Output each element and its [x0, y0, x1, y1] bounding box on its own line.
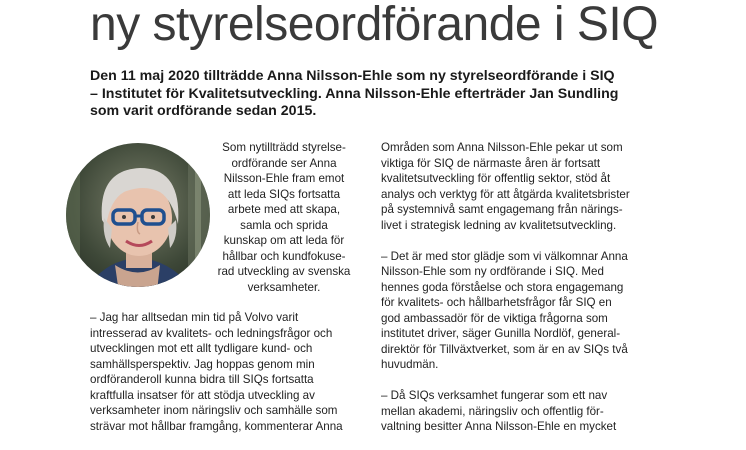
text-line: Nilsson-Ehle som ny ordförande i SIQ. Med — [381, 265, 604, 278]
quote-line: kraftfulla insatser för att stödja utveckling av — [90, 388, 315, 402]
intro-line: samla och sprida — [240, 218, 328, 232]
portrait-photo — [90, 140, 200, 295]
quote-line: verksamheter inom näringsliv och samhälle som — [90, 404, 338, 417]
intro-line: ordförande ser Anna — [231, 156, 337, 170]
text-line: valtning besitter Anna Nilsson-Ehle en mycket — [381, 420, 617, 433]
article-lead — [90, 68, 650, 121]
text-line: hennes goda förståelse och stora engagemang — [381, 280, 624, 294]
right-column — [381, 140, 681, 450]
quote-line: strävar mot hållbar framgång, kommenterar Anna — [90, 419, 343, 433]
text-line: god ambassadör för de viktiga frågorna som — [381, 311, 608, 325]
intro-line: rad utveckling av svenska — [217, 265, 351, 278]
text-line: direktör för Tillväxtverket, som är en av SIQs två — [381, 342, 628, 356]
intro-line: att leda SIQs fortsatta — [227, 187, 341, 201]
quote-line: intresserad av kvalitets- och ledningsfrågor och — [90, 326, 333, 340]
text-line: huvudmän. — [381, 358, 439, 371]
text-line: institutet driver, säger Gunilla Nordlöf, general- — [381, 327, 621, 340]
quote-line: – Jag har alltsedan min tid på Volvo varit — [90, 311, 299, 324]
text-line: på systemnivå samt engagemang från närings- — [381, 203, 623, 216]
paragraph-areas — [381, 140, 681, 233]
quote-line: utvecklingen mot ett allt tydligare kund- och — [90, 342, 313, 355]
text-line: kvalitetsutveckling för offentlig sektor, stöd åt — [381, 172, 611, 185]
text-line: viktiga för SIQ de närmaste åren är fortsatt — [381, 156, 601, 170]
quote-line: samhällsperspektiv. Jag hoppas genom min — [90, 357, 315, 371]
paragraph-hub — [381, 388, 681, 435]
intro-line: kunskap om att leda för — [223, 234, 345, 247]
text-line: – Det är med stor glädje som vi välkomnar Anna — [381, 249, 628, 263]
intro-line: Som nytillträdd styrelse- — [222, 141, 346, 154]
intro-line: hållbar och kundfokuse- — [222, 249, 346, 263]
intro-line: verksamheter. — [247, 280, 321, 294]
intro-line: Nilsson-Ehle fram emot — [223, 172, 345, 185]
quote-paragraph — [90, 310, 364, 434]
text-line: – Då SIQs verksamhet fungerar som ett nav — [381, 389, 608, 402]
quote-line: ordföranderoll kunna bidra till SIQs fortsatta — [90, 373, 314, 386]
lead-line: som varit ordförande sedan 2015. — [90, 103, 317, 119]
text-line: Områden som Anna Nilsson-Ehle pekar ut som — [381, 141, 623, 154]
text-line: mellan akademi, näringsliv och offentlig för- — [381, 404, 604, 418]
intro-line: arbete med att skapa, — [227, 203, 341, 216]
lead-line: – Institutet för Kvalitetsutveckling. Anna Nilsson-Ehle efterträder Jan Sundling — [90, 85, 619, 102]
lead-line: Den 11 maj 2020 tillträdde Anna Nilsson-Ehle som ny styrelseordförande i SIQ — [90, 68, 615, 84]
text-line: livet i strategisk ledning av kvalitetsutveckling. — [381, 218, 617, 232]
article-headline: ny styrelseordförande i SIQ — [90, 0, 659, 51]
text-line: analys och verktyg för att åtgärda kvalitetsbrister — [381, 187, 630, 201]
left-column — [90, 140, 364, 434]
text-line: för kvalitets- och hållbarhetsfrågor får SIQ en — [381, 296, 612, 309]
paragraph-quote-nordlof — [381, 249, 681, 373]
portrait-image — [60, 140, 210, 300]
